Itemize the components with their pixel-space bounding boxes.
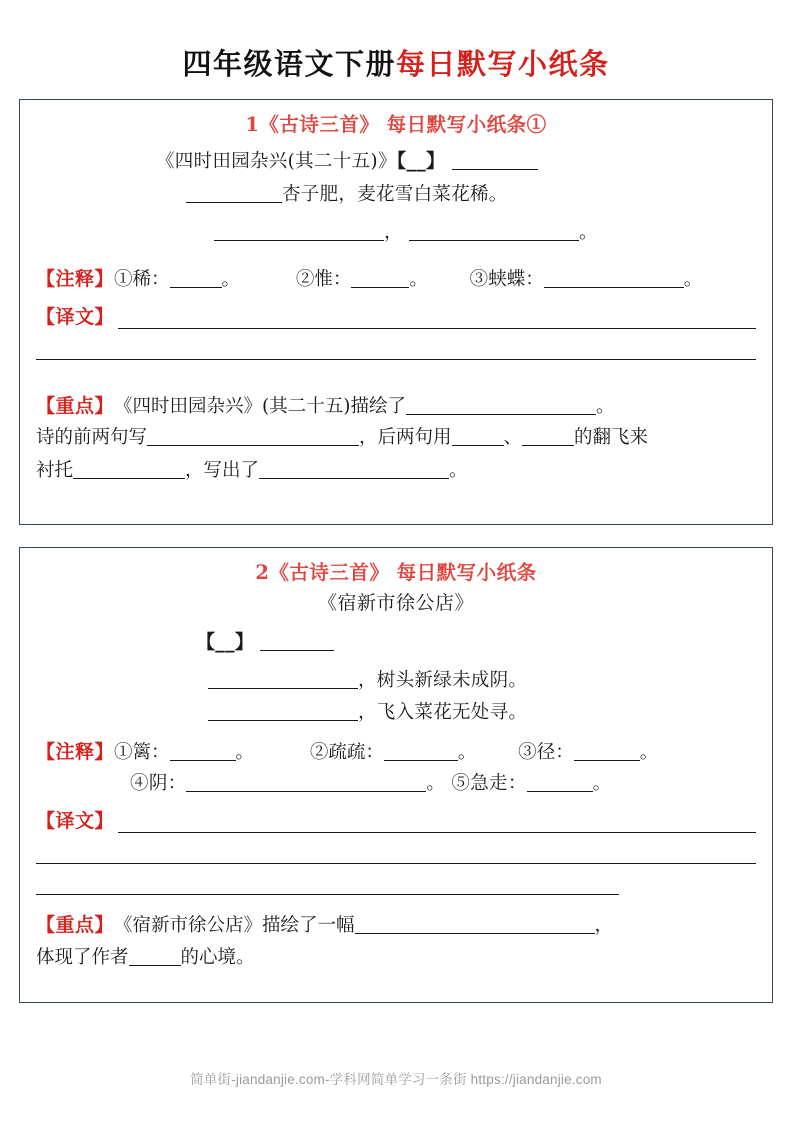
card-1-note-3-term: 蛱蝶： bbox=[488, 269, 544, 291]
card-1-focus-text-1: 《四时田园杂兴》(其二十五)描绘了 bbox=[114, 395, 406, 417]
card-1-poem-line-1 bbox=[36, 145, 756, 178]
card-1-note-1-term: 稀： bbox=[132, 269, 170, 291]
footer-watermark: 简单街-jiandanjie.com-学科网简单学习一条街 https://jiandanjie.com bbox=[190, 1072, 602, 1087]
card-1-focus-label: 【重点】 bbox=[36, 394, 115, 417]
card-2-note-3-blank[interactable] bbox=[574, 745, 640, 761]
card-2-translation-row bbox=[36, 806, 756, 833]
card-2-note-5-marker: ⑤ bbox=[451, 772, 471, 794]
card-2-header: 2《古诗三首》 每日默写小纸条 bbox=[255, 561, 537, 584]
worksheet-card-1 bbox=[19, 99, 773, 525]
card-2-translation-line-1[interactable] bbox=[118, 832, 756, 833]
card-2-note-3-term: 径： bbox=[536, 741, 574, 763]
card-2-note-1-marker: ① bbox=[114, 741, 133, 763]
card-1-poem-period: 。 bbox=[579, 222, 598, 243]
card-1-focus-period-2: 。 bbox=[449, 459, 468, 481]
card-1-focus-text-5: 的翻飞来 bbox=[574, 426, 649, 448]
card-2-notes-row-2 bbox=[36, 768, 756, 800]
card-1-note-3-period: 。 bbox=[683, 269, 703, 291]
card-2-note-4-term: 阴： bbox=[148, 772, 187, 794]
card-2-poem-blank-1[interactable] bbox=[208, 673, 358, 689]
page-title-red: 每日默写小纸条 bbox=[396, 47, 610, 81]
card-1-poem-blank-2[interactable] bbox=[214, 225, 384, 241]
card-1-poem-bracket: 【__】 bbox=[396, 150, 446, 173]
card-1-focus-row-2 bbox=[36, 422, 756, 455]
card-1-poem-blank-1[interactable] bbox=[186, 187, 282, 203]
page-title bbox=[18, 0, 774, 83]
card-1-focus-blank-6[interactable] bbox=[259, 463, 449, 479]
card-1-poem-blank-3[interactable] bbox=[409, 225, 579, 241]
card-2-note-4-blank[interactable] bbox=[186, 776, 426, 792]
card-2-poem-line-1 bbox=[36, 626, 756, 659]
card-2-translation-label: 【译文】 bbox=[36, 810, 115, 833]
card-2-note-2-period: 。 bbox=[457, 741, 477, 763]
card-1-notes-body bbox=[114, 264, 756, 295]
card-2-note-4-marker: ④ bbox=[130, 772, 149, 794]
card-1-note-2-blank[interactable] bbox=[351, 272, 409, 288]
card-1-focus-blank-1[interactable] bbox=[406, 399, 596, 415]
card-1-notes-row bbox=[36, 263, 756, 295]
card-1-focus-blank-5[interactable] bbox=[73, 463, 185, 479]
card-2-poem-line-3 bbox=[36, 697, 756, 729]
worksheet-card-2 bbox=[19, 547, 773, 1003]
card-2-notes-row-1 bbox=[36, 736, 756, 768]
card-2-note-5-blank[interactable] bbox=[527, 776, 593, 792]
card-1-focus-text-6: 衬托 bbox=[36, 459, 74, 481]
card-1-focus-blank-2[interactable] bbox=[147, 430, 359, 446]
card-2-note-1-blank[interactable] bbox=[170, 745, 236, 761]
card-1-focus-text-4: 、 bbox=[503, 426, 523, 448]
card-2-note-1-term: 篱： bbox=[132, 741, 170, 763]
card-1-note-3-marker: ③ bbox=[469, 269, 489, 291]
card-1-focus-row-1 bbox=[36, 390, 756, 422]
card-2-note-3-period: 。 bbox=[639, 741, 659, 763]
card-1-note-2-marker: ② bbox=[295, 269, 315, 291]
card-1-note-1-period: 。 bbox=[221, 269, 241, 291]
card-1-focus-text-2: 诗的前两句写 bbox=[36, 426, 148, 448]
card-1-focus-text-3: ，后两句用 bbox=[359, 426, 452, 448]
card-2-notes-body-1 bbox=[114, 737, 756, 768]
card-1-poem-blank-author[interactable] bbox=[452, 154, 538, 170]
card-2-poem-blank-2[interactable] bbox=[208, 705, 358, 721]
card-1-note-2-period: 。 bbox=[409, 269, 428, 291]
page-title-black: 四年级语文下册 bbox=[182, 47, 396, 81]
card-1-poem-text-2: 杏子肥，麦花雪白菜花稀。 bbox=[282, 183, 508, 205]
card-2-poem-text-2: ，树头新绿未成阴。 bbox=[358, 669, 528, 691]
card-1-translation-row bbox=[36, 302, 756, 329]
card-2-focus-blank-2[interactable] bbox=[129, 950, 181, 966]
card-1-focus-blank-4[interactable] bbox=[522, 430, 574, 446]
card-2-poem-title: 《宿新市徐公店》 bbox=[317, 592, 474, 615]
card-2-poem-line-2 bbox=[36, 665, 756, 697]
card-1-note-1-blank[interactable] bbox=[170, 272, 222, 288]
card-2-focus-text-1: 《宿新市徐公店》描绘了一幅 bbox=[114, 915, 355, 937]
card-2-poem-text-3: ，飞入菜花无处寻。 bbox=[358, 702, 528, 724]
card-1-focus-blank-3[interactable] bbox=[452, 430, 504, 446]
card-1-note-2-term: 惟： bbox=[314, 269, 352, 291]
card-2-focus-row-1 bbox=[36, 909, 756, 941]
card-1-poem-comma: ， bbox=[384, 222, 403, 243]
card-1-poem-line-2 bbox=[36, 179, 756, 211]
card-2-note-5-period: 。 bbox=[592, 772, 612, 794]
card-2-focus-blank-1[interactable] bbox=[355, 918, 595, 934]
card-2-note-2-marker: ② bbox=[309, 741, 329, 763]
card-1-header: 1《古诗三首》 每日默写小纸条① bbox=[245, 113, 547, 136]
card-2-focus-row-2 bbox=[36, 942, 756, 975]
card-1-focus-row-3 bbox=[36, 455, 756, 488]
card-2-note-3-marker: ③ bbox=[518, 741, 537, 763]
card-2-poem-bracket: 【__】 bbox=[196, 630, 255, 653]
card-2-note-1-period: 。 bbox=[235, 741, 255, 763]
card-1-focus-period-1: 。 bbox=[595, 395, 615, 417]
card-2-focus-body-1 bbox=[114, 910, 756, 941]
card-2-note-2-blank[interactable] bbox=[384, 745, 458, 761]
card-1-notes-label: 【注释】 bbox=[36, 268, 115, 291]
card-2-focus-text-2: 体现了作者 bbox=[36, 946, 129, 968]
card-1-poem-title: 《四时田园杂兴(其二十五)》 bbox=[156, 151, 397, 173]
card-2-notes-label: 【注释】 bbox=[36, 740, 115, 763]
card-2-note-2-term: 疏疏： bbox=[328, 741, 384, 763]
card-2-focus-comma: ， bbox=[594, 915, 614, 937]
card-2-poem-blank-author[interactable] bbox=[260, 635, 334, 651]
card-2-focus-text-3: 的心境。 bbox=[180, 946, 255, 968]
card-2-focus-label: 【重点】 bbox=[36, 914, 115, 937]
card-1-note-3-blank[interactable] bbox=[544, 272, 684, 288]
card-2-note-4-period: 。 bbox=[426, 772, 446, 794]
card-2-note-5-term: 急走： bbox=[470, 772, 527, 794]
card-1-translation-line-1[interactable] bbox=[118, 328, 756, 329]
card-1-note-1-marker: ① bbox=[114, 269, 133, 291]
card-1-focus-text-7: ，写出了 bbox=[185, 459, 260, 481]
card-1-focus-body-1 bbox=[114, 391, 756, 422]
card-1-poem-line-3 bbox=[36, 217, 756, 249]
card-1-translation-label: 【译文】 bbox=[36, 305, 115, 328]
